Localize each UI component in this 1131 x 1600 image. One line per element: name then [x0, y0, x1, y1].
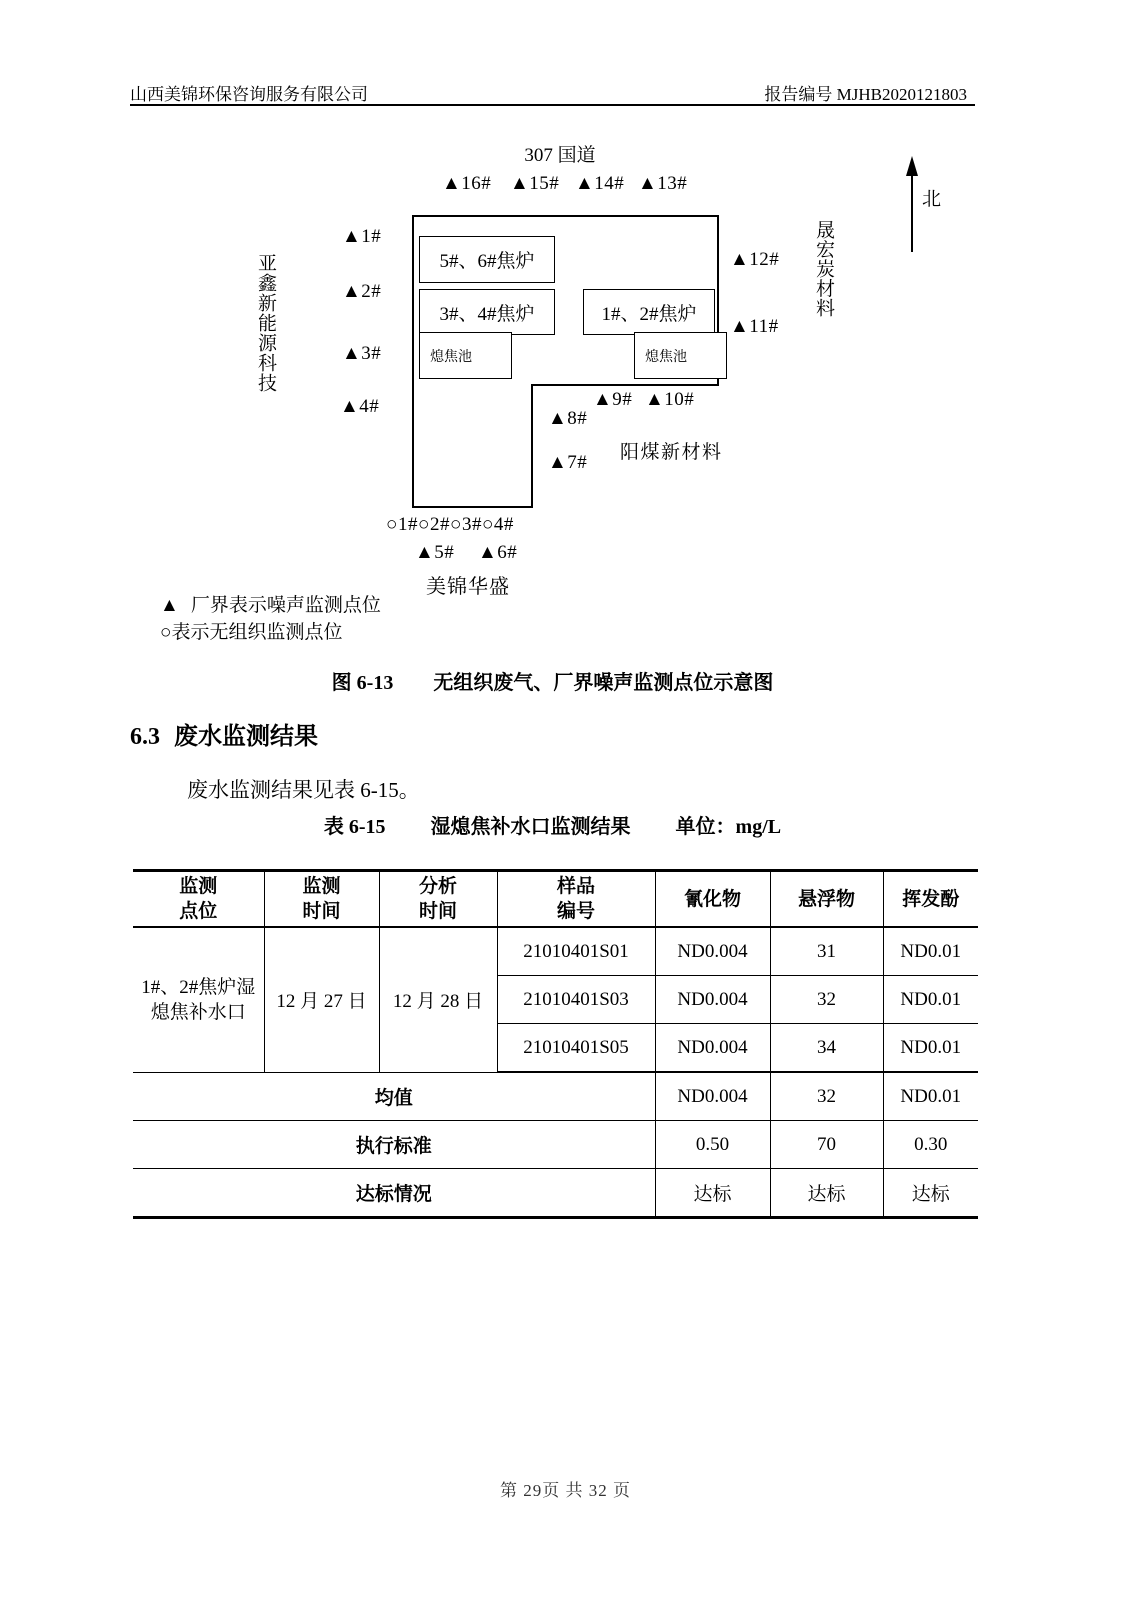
suspended-solids-standard: 70 — [770, 1121, 883, 1169]
circle-icon: ○ — [160, 622, 172, 643]
neighbor-company-west: 亚鑫新能源科技 — [255, 253, 276, 393]
legend-fugitive-points — [160, 619, 381, 646]
col-header-suspended-solids: 悬浮物 — [770, 871, 883, 928]
road-label: 307 国道 — [524, 145, 596, 166]
building-coke-oven-1-2: 1#、2#焦炉 — [583, 289, 715, 335]
neighbor-company-east: 晟宏炭材料 — [813, 220, 834, 318]
header-report-number: 报告编号 MJHB2020121803 — [764, 85, 967, 104]
noise-point-5#: ▲5# — [415, 542, 455, 563]
monitoring-results-table — [133, 869, 978, 1219]
neighbor-company-south: 美锦华盛 — [426, 576, 510, 598]
noise-point-3#: ▲3# — [342, 343, 382, 364]
page-footer: 第 29页 共 32 页 — [500, 1481, 631, 1500]
site-cell: 1#、2#焦炉湿 熄焦补水口 — [133, 927, 264, 1072]
table-unit: 单位：mg/L — [675, 816, 782, 838]
cyanide-compliance: 达标 — [655, 1169, 770, 1218]
mean-label: 均值 — [133, 1072, 655, 1121]
noise-point-13#: ▲13# — [638, 173, 688, 194]
fugitive-point-2#: ○2# — [417, 514, 450, 535]
noise-point-7#: ▲7# — [548, 452, 588, 473]
cyanide-cell: ND0.004 — [655, 976, 770, 1024]
triangle-icon: ▲ — [160, 595, 179, 616]
suspended-solids-cell: 31 — [770, 927, 883, 976]
standard-row — [133, 1121, 978, 1169]
noise-point-12#: ▲12# — [730, 249, 780, 270]
section-heading — [130, 716, 318, 751]
col-header-sample-id: 样品 编号 — [497, 871, 655, 928]
suspended-solids-cell: 34 — [770, 1024, 883, 1073]
table-title-line — [130, 810, 975, 839]
col-header-analysis-date: 分析 时间 — [379, 871, 497, 928]
volatile-phenol-cell: ND0.01 — [883, 1024, 978, 1073]
building-quench-pool-left: 熄焦池 — [419, 332, 512, 379]
section-number: 6.3 — [130, 724, 160, 750]
table-title: 湿熄焦补水口监测结果 — [430, 816, 631, 838]
fugitive-point-4#: ○4# — [481, 514, 514, 535]
mean-row — [133, 1072, 978, 1121]
noise-point-4#: ▲4# — [340, 396, 380, 417]
col-header-monitor-date: 监测 时间 — [264, 871, 379, 928]
noise-point-1#: ▲1# — [342, 226, 382, 247]
figure-caption — [130, 666, 975, 695]
cyanide-mean: ND0.004 — [655, 1072, 770, 1121]
noise-point-15#: ▲15# — [510, 173, 560, 194]
header-rule — [130, 104, 975, 106]
compliance-row — [133, 1169, 978, 1218]
analysis-date-cell: 12 月 28 日 — [379, 927, 497, 1072]
compliance-label: 达标情况 — [133, 1169, 655, 1218]
volatile-phenol-cell: ND0.01 — [883, 976, 978, 1024]
volatile-phenol-cell: ND0.01 — [883, 927, 978, 976]
sample-id-cell: 21010401S03 — [497, 976, 655, 1024]
suspended-solids-mean: 32 — [770, 1072, 883, 1121]
building-quench-pool-right: 熄焦池 — [634, 332, 727, 379]
cyanide-cell: ND0.004 — [655, 927, 770, 976]
legend-noise-points — [160, 592, 381, 619]
building-coke-oven-5-6: 5#、6#焦炉 — [419, 236, 555, 283]
suspended-solids-compliance: 达标 — [770, 1169, 883, 1218]
building-coke-oven-3-4: 3#、4#焦炉 — [419, 289, 555, 335]
suspended-solids-cell: 32 — [770, 976, 883, 1024]
fugitive-points-row — [386, 514, 514, 536]
noise-point-14#: ▲14# — [575, 173, 625, 194]
noise-point-8#: ▲8# — [548, 408, 588, 429]
legend-fugitive-text: 表示无组织监测点位 — [171, 622, 343, 643]
sample-id-cell: 21010401S05 — [497, 1024, 655, 1073]
figure-number: 图 6-13 — [331, 672, 394, 694]
noise-point-2#: ▲2# — [342, 281, 382, 302]
col-header-cyanide: 氰化物 — [655, 871, 770, 928]
cyanide-standard: 0.50 — [655, 1121, 770, 1169]
header-company-name: 山西美锦环保咨询服务有限公司 — [130, 85, 368, 104]
fugitive-point-3#: ○3# — [449, 514, 482, 535]
section-title: 废水监测结果 — [174, 724, 318, 750]
monitor-date-cell: 12 月 27 日 — [264, 927, 379, 1072]
table-number: 表 6-15 — [323, 816, 386, 838]
noise-point-6#: ▲6# — [478, 542, 518, 563]
noise-point-9#: ▲9# — [593, 389, 633, 410]
col-header-volatile-phenol: 挥发酚 — [883, 871, 978, 928]
legend-noise-text: 厂界表示噪声监测点位 — [190, 595, 381, 616]
volatile-phenol-mean: ND0.01 — [883, 1072, 978, 1121]
north-label: 北 — [922, 189, 942, 210]
volatile-phenol-compliance: 达标 — [883, 1169, 978, 1218]
intro-paragraph: 废水监测结果见表 6-15。 — [187, 778, 420, 802]
noise-point-11#: ▲11# — [730, 316, 779, 337]
noise-point-10#: ▲10# — [645, 389, 695, 410]
standard-label: 执行标准 — [133, 1121, 655, 1169]
noise-point-16#: ▲16# — [442, 173, 492, 194]
table-header-row — [133, 871, 978, 928]
figure-title: 无组织废气、厂界噪声监测点位示意图 — [433, 672, 774, 694]
fugitive-point-1#: ○1# — [386, 514, 418, 535]
volatile-phenol-standard: 0.30 — [883, 1121, 978, 1169]
table-row — [133, 927, 978, 976]
cyanide-cell: ND0.004 — [655, 1024, 770, 1073]
map-legend — [160, 592, 381, 646]
sample-id-cell: 21010401S01 — [497, 927, 655, 976]
north-arrow — [906, 156, 918, 252]
col-header-site: 监测 点位 — [133, 871, 264, 928]
neighbor-company-southeast: 阳煤新材料 — [620, 442, 723, 463]
